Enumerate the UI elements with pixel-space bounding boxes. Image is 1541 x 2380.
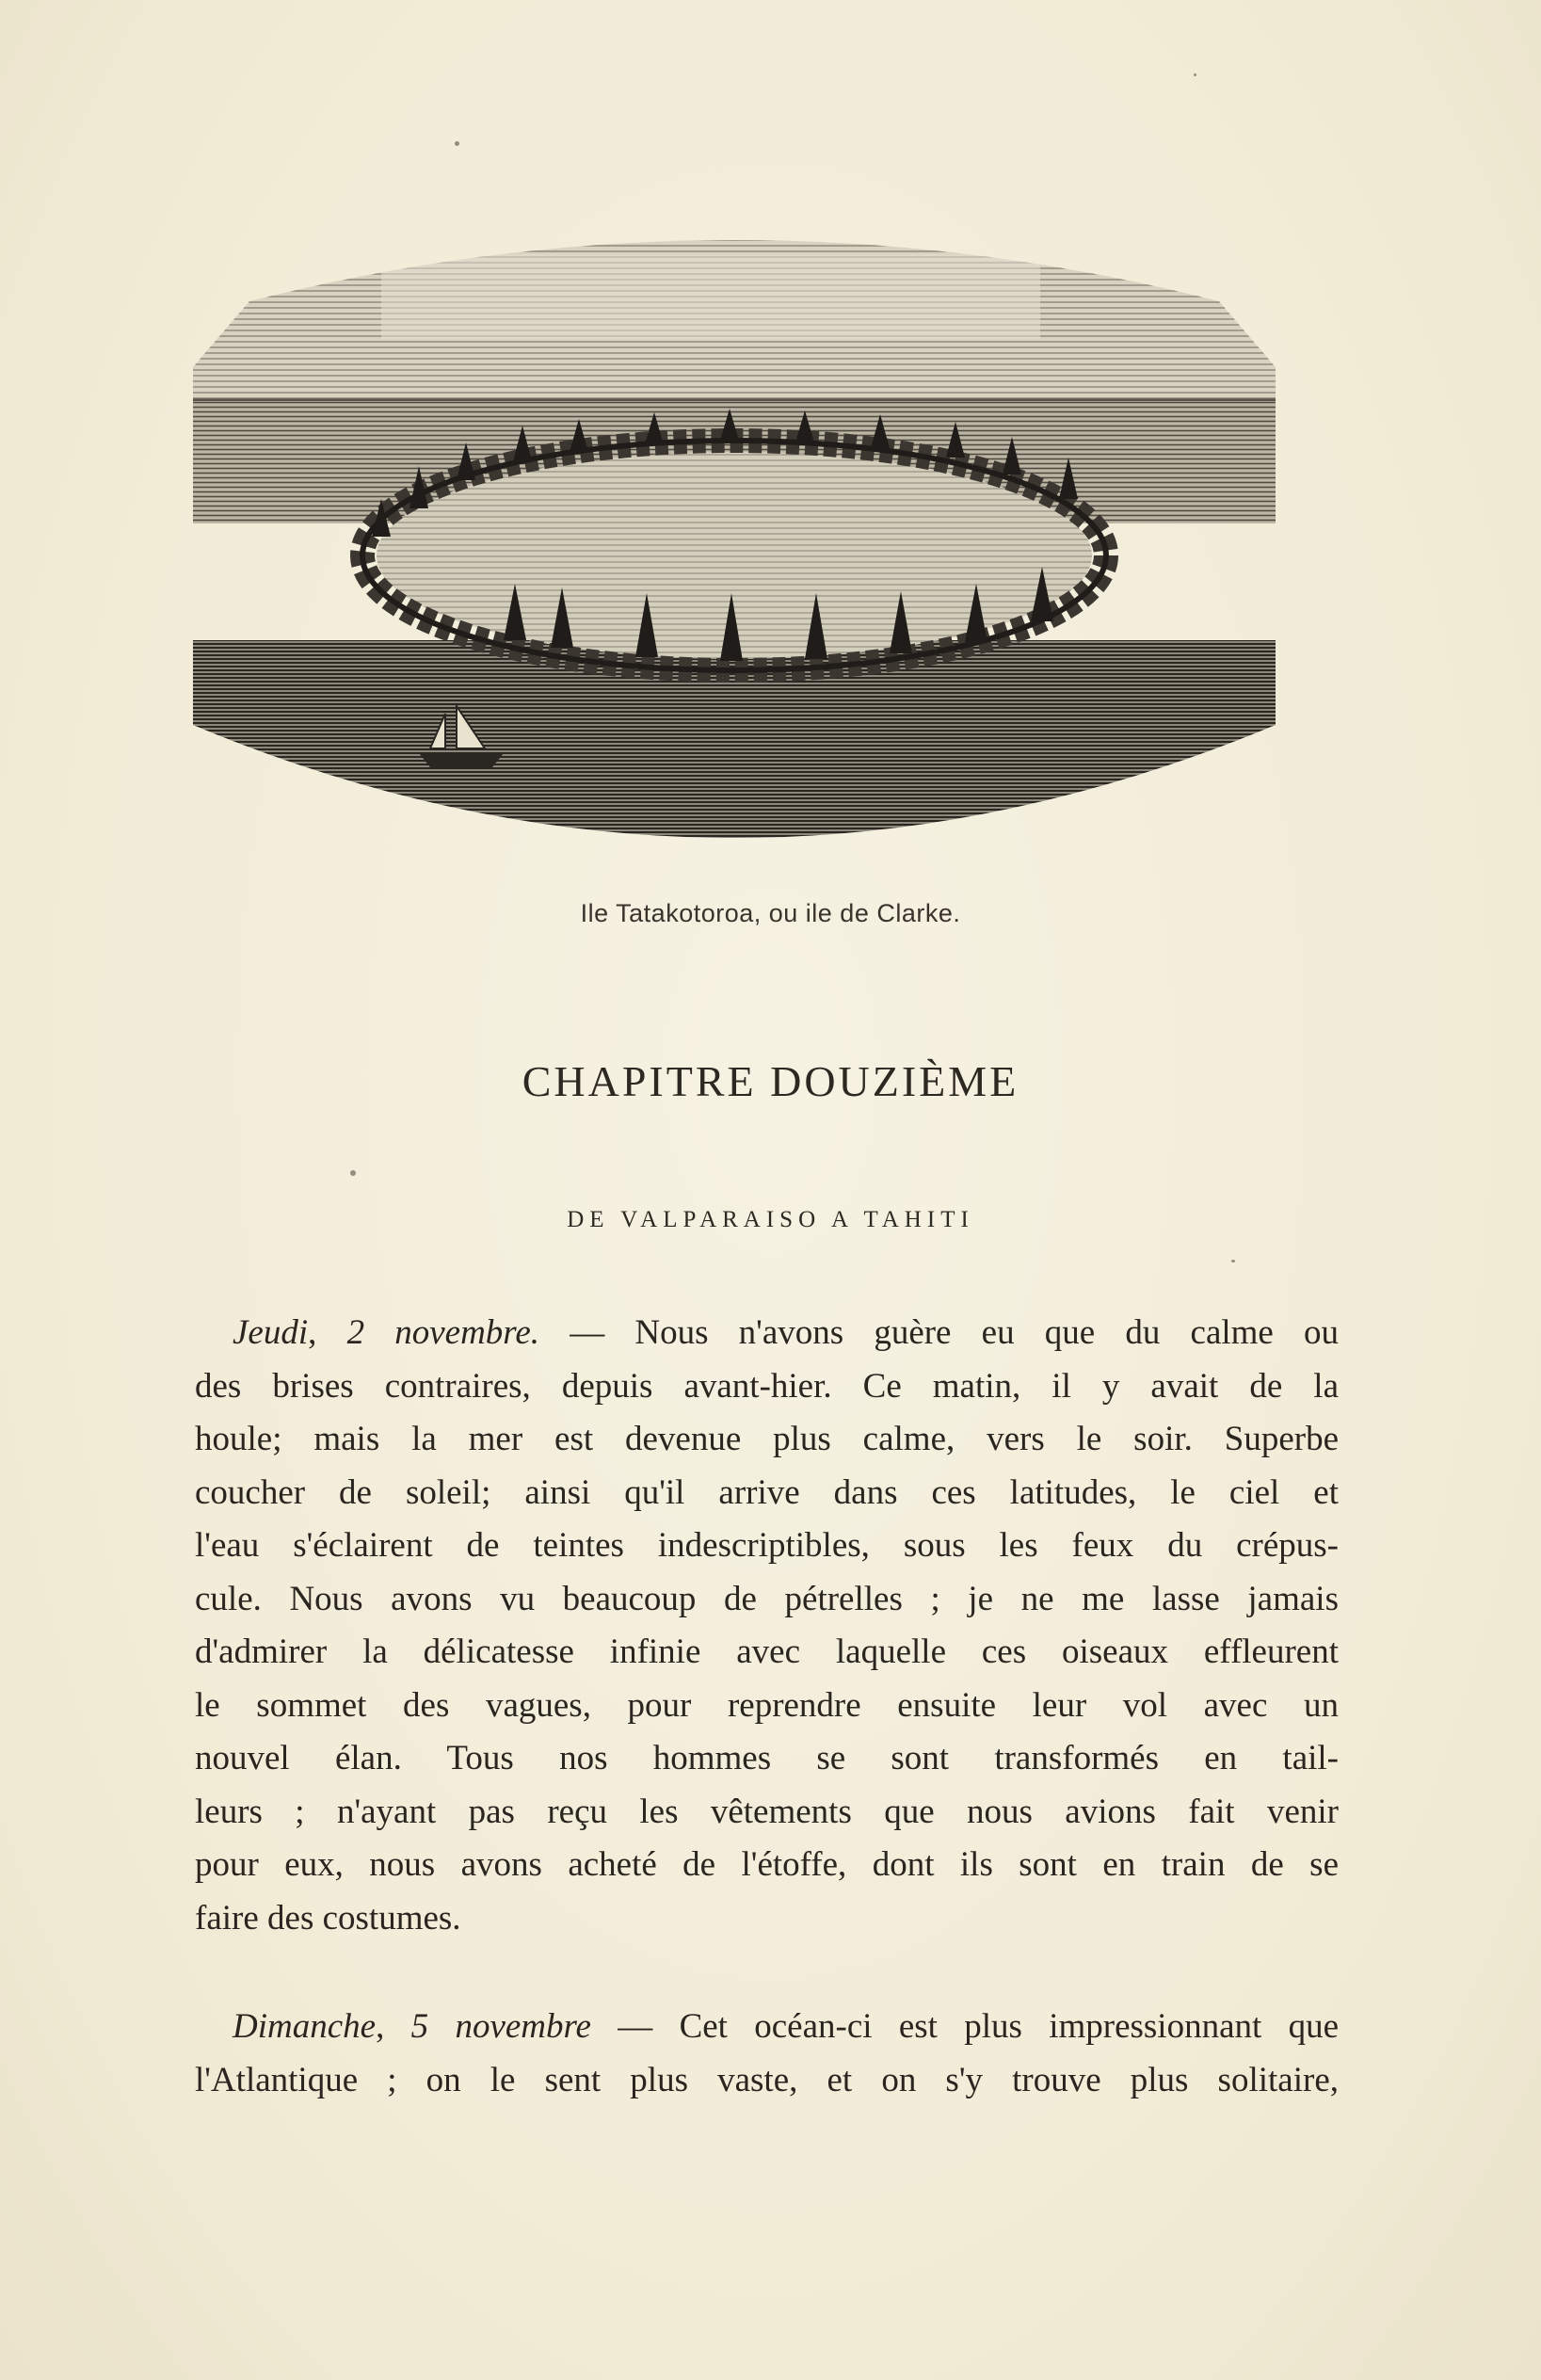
atoll-engraving (193, 198, 1276, 894)
entry-line: leurs ; n'ayant pas reçu les vêtements que nous avions fait venir (195, 1792, 1339, 1831)
entry-paragraph (195, 2001, 1339, 2107)
page-speck (455, 141, 459, 146)
entry-line: houle; mais la mer est devenue plus calme, vers le soir. Superbe (195, 1420, 1339, 1458)
entry-line: des brises contraires, depuis avant-hier. Ce matin, il y avait de la (195, 1366, 1339, 1406)
entry-line: — Nous n'avons guère eu que du calme ou (570, 1313, 1340, 1352)
chapter-subtitle: DE VALPARAISO A TAHITI (567, 1207, 974, 1232)
entry-line: l'Atlantique ; on le sent plus vaste, et on s'y trouve plus solitaire, (195, 2060, 1339, 2099)
page-speck (1194, 73, 1196, 76)
entry-line: faire des costumes. (195, 1898, 461, 1938)
entry-day: Dimanche (233, 2007, 377, 2046)
entry-line: d'admirer la délicatesse infinie avec laquelle ces oiseaux effleurent (195, 1632, 1339, 1671)
entry-date: 5 novembre (410, 2007, 591, 2046)
chapter-title: CHAPITRE DOUZIÈME (522, 1057, 1019, 1105)
atoll-engraving-icon (193, 198, 1276, 894)
entry-first-line: Jeudi, 2 novembre. — Nous n'avons guère eu que du calme ou (233, 1313, 1340, 1352)
entry-line: pour eux, nous avons acheté de l'étoffe, dont ils sont en train de se (195, 1845, 1339, 1884)
entry-line: nouvel élan. Tous nos hommes se sont transformés en tail- (195, 1739, 1339, 1777)
entry-line: cule. Nous avons vu beaucoup de pétrelles ; je ne me lasse jamais (195, 1579, 1339, 1618)
page-speck (350, 1170, 356, 1176)
entry-line: — Cet océan-ci est plus impressionnant que (618, 2007, 1340, 2046)
entry-line: l'eau s'éclairent de teintes indescriptibles, sous les feux du crépus- (195, 1526, 1339, 1565)
page-speck (1231, 1260, 1235, 1262)
entry-line: coucher de soleil; ainsi qu'il arrive dans ces latitudes, le ciel et (195, 1472, 1339, 1512)
entry-line: le sommet des vagues, pour reprendre ensuite leur vol avec un (195, 1685, 1339, 1725)
entry-date: 2 novembre. (346, 1313, 539, 1352)
entry-paragraph (195, 1307, 1339, 1945)
figure-caption: Ile Tatakotoroa, ou ile de Clarke. (580, 899, 961, 927)
entry-first-line: Dimanche, 5 novembre — Cet océan-ci est plus impressionnant que (233, 2007, 1340, 2046)
entry-day: Jeudi (233, 1313, 309, 1352)
